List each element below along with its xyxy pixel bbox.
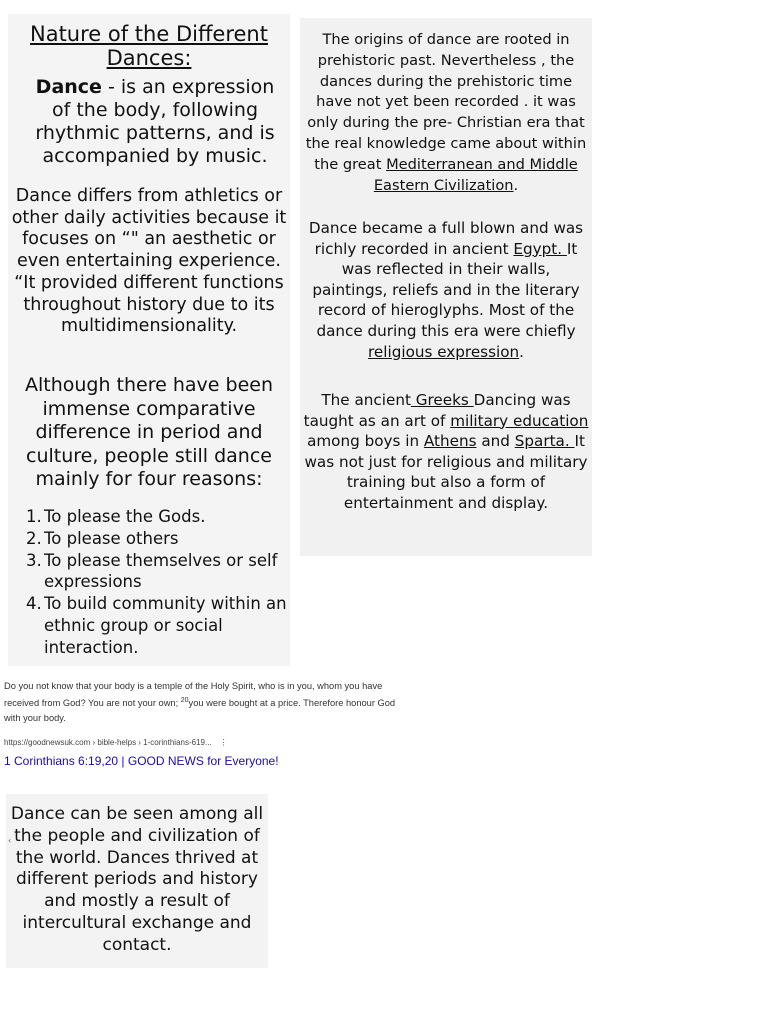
list-item [26,593,290,658]
sparta-underlined: Sparta. [514,432,575,451]
result-url[interactable]: https://goodnewsuk.com › bible-helps › 1-corinthians-619... [4,738,212,747]
civilization-paragraph: Dance can be seen among all the people and civilization of the world. Dances thrived at different periods and history and mostly a result of intercultural exchange and contact. [10,804,264,955]
list-item [26,506,290,528]
verse-number: 20 [180,696,189,704]
egypt-text-1: Dance became a full blown and was richly recorded in ancient [308,219,584,258]
origins-paragraph [304,30,588,196]
religious-expression-underlined: religious expression [368,342,520,361]
egypt-paragraph [302,218,590,362]
list-number: 2. [26,528,42,548]
origins-end: . [513,176,519,194]
greeks-text-4: and [476,432,515,451]
reasons-list [26,506,290,659]
page-title [18,22,280,70]
margin-mark: ‹ [8,836,12,845]
reasons-intro-paragraph: Although there have been immense comparative difference in period and culture, people still dance mainly for four reasons: [24,374,274,491]
list-text: To please others [44,528,179,548]
search-snippet [4,679,404,725]
snippet-text-1: Do you not know that your body is a temple of the Holy Spirit, who is in you, whom you have received from God? You are not your own; [4,681,383,708]
list-text: To please themselves or self expressions [44,550,278,592]
left-notes-panel [8,14,290,666]
list-number: 4. [26,594,42,614]
title-line-1: Nature of the Different [30,22,268,46]
greeks-text-3: among boys in [307,432,424,451]
more-options-icon[interactable]: ⋮ [219,738,228,747]
list-item [26,528,290,550]
list-text: To build community within an ethnic group or social interaction. [44,594,287,657]
list-text: To please the Gods. [44,507,206,526]
origins-text: The origins of dance are rooted in prehistoric past. Nevertheless , the dances during the prehistoric time have not yet been recorded . it was only during the pre- Christian era that the real knowledge came about within the great [305,31,587,173]
title-line-2: Dances: [106,46,192,70]
dance-definition [30,76,280,168]
right-notes-panel [300,18,592,556]
list-number: 1. [26,507,42,526]
egypt-underlined: Egypt. [513,239,567,258]
list-item [26,550,290,594]
result-breadcrumb [4,738,304,747]
snippet-text-2: you were bought at a price. Therefore honour God with your body. [4,697,396,723]
greeks-text-2: Dancing was taught as an art of [303,391,571,430]
greeks-text-1: The ancient [321,391,411,409]
greeks-text-5: It was not just for religious and military training but also a form of entertainment and display. [304,432,588,512]
egypt-text-2: It was reflected in their walls, paintings, reliefs and in the literary record of hieroglyphs. Most of the dance during this era were chiefly [312,239,580,340]
mediterranean-underlined: Mediterranean and Middle Eastern Civilization [373,155,578,194]
result-title-link[interactable]: 1 Corinthians 6:19,20 | GOOD NEWS for Everyone! [4,754,279,768]
egypt-end: . [519,342,524,361]
dance-differs-paragraph: Dance differs from athletics or other daily activities because it focuses on “" an aesthetic or even entertaining experience. “It provided different functions throughout history due to its multidimensionality. [11,186,287,337]
military-education-underlined: military education [450,411,589,430]
definition-term: Dance [35,76,102,98]
greeks-underlined: Greeks [410,391,474,409]
greeks-paragraph [302,390,590,514]
definition-text: - is an expression of the body, following rhythmic patterns, and is accompanied by music. [35,76,275,167]
athens-underlined: Athens [423,432,477,451]
bottom-notes-panel [6,794,268,968]
list-number: 3. [26,550,42,570]
